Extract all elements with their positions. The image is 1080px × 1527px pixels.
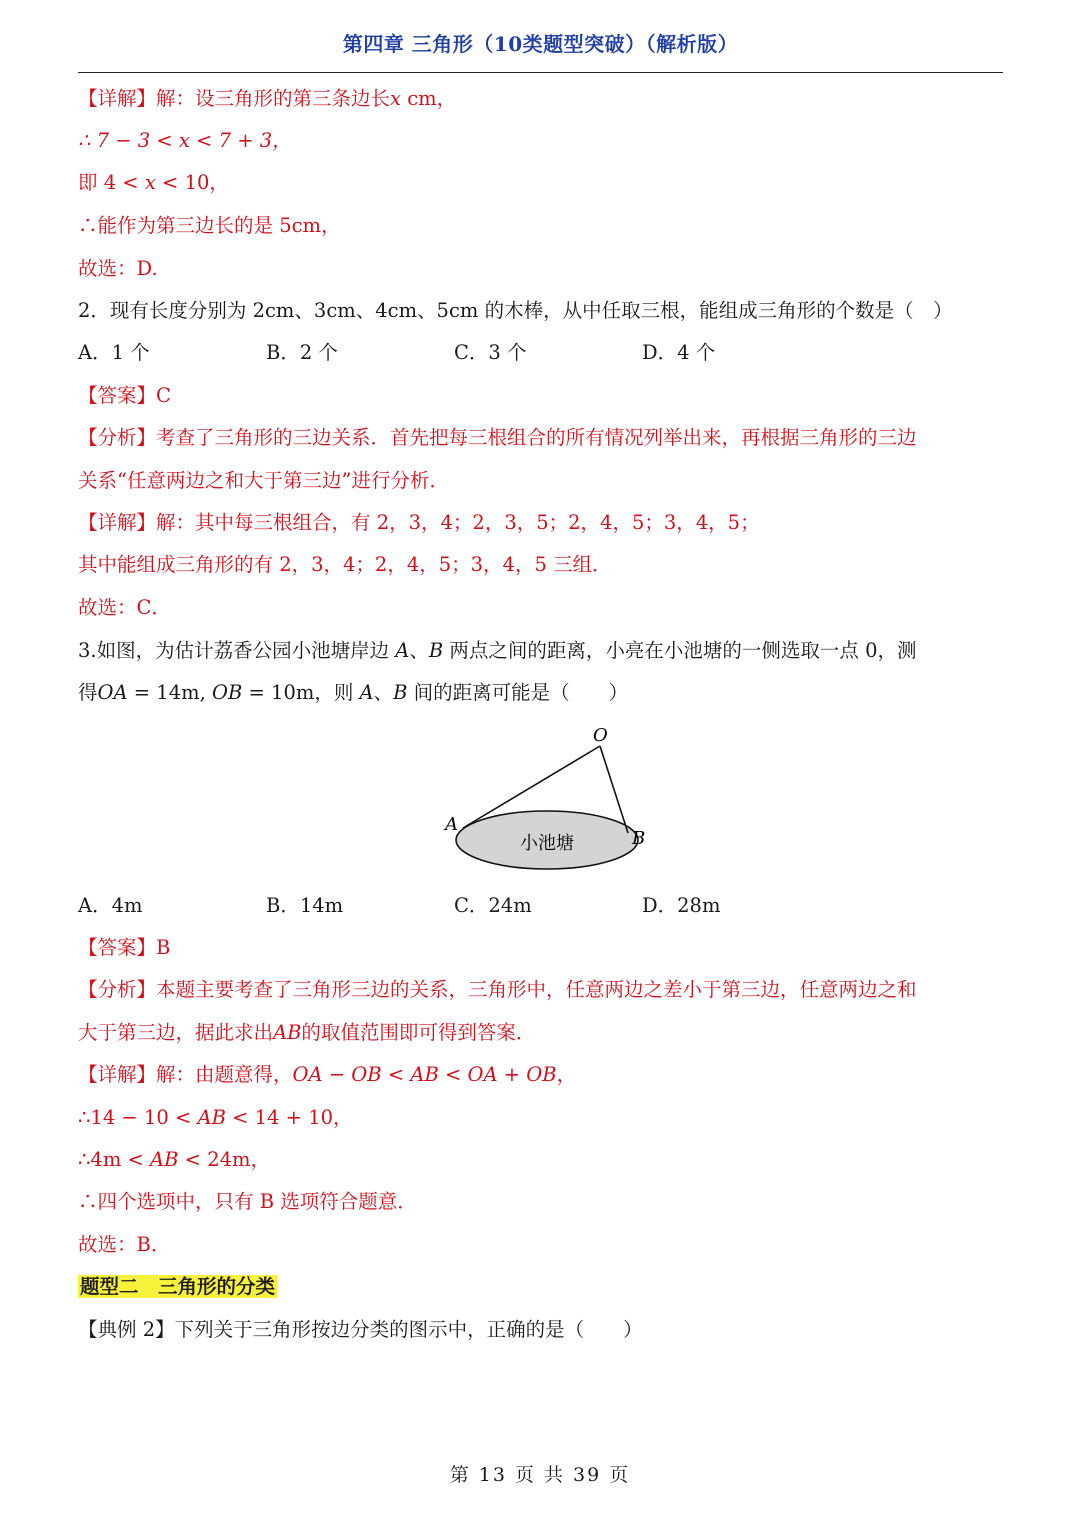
q3-option-d: D．28m	[642, 894, 721, 917]
section-heading	[78, 1274, 1008, 1300]
q3-detail: ∴四个选项中，只有 B 选项符合题意．	[78, 1190, 417, 1213]
q3-choice: 故选：B．	[78, 1233, 171, 1256]
q2-analysis: 关系“任意两边之和大于第三边”进行分析．	[78, 469, 449, 492]
choice-line: 故选：D.	[78, 257, 158, 280]
q2-option-b: B．2 个	[266, 341, 338, 364]
q2-choice: 故选：C．	[78, 596, 171, 619]
q2-detail: 其中能组成三角形的有 2，3，4；2，4，5；3，4，5 三组．	[78, 553, 612, 576]
pond-figure	[430, 718, 660, 878]
q3-option-c: C．24m	[454, 894, 532, 917]
pond-label: 小池塘	[520, 833, 574, 854]
header-rule	[78, 72, 1003, 73]
q3-detail: ∴14 − 10 < 𝐴𝐵 < 14 + 10，	[78, 1106, 353, 1129]
label-a: A	[445, 814, 458, 835]
q2-detail: 【详解】解：其中每三根组合，有 2，3，4；2，3，5；2，4，5；3，4，5；	[78, 511, 760, 534]
q3-answer: 【答案】B	[78, 936, 171, 959]
math-line: 即 4 < 𝑥 < 10，	[78, 171, 229, 194]
q2-option-c: C．3 个	[454, 341, 527, 364]
q3-detail: 【详解】解：由题意得，𝑂𝐴 − 𝑂𝐵 < 𝐴𝐵 < 𝑂𝐴 + 𝑂𝐵，	[78, 1063, 577, 1086]
detail-line: 【详解】解：设三角形的第三条边长𝑥 cm，	[78, 87, 457, 110]
section-title: 题型二 三角形的分类	[80, 1275, 276, 1298]
q2-option-a: A．1 个	[78, 341, 150, 364]
q3-option-b: B．14m	[266, 894, 344, 917]
label-b: B	[632, 828, 646, 849]
example-2: 【典例 2】下列关于三角形按边分类的图示中，正确的是（ ）	[78, 1318, 643, 1341]
q3-detail: ∴4m < 𝐴𝐵 < 24m，	[78, 1148, 270, 1171]
label-o: O	[593, 725, 608, 746]
question-3: 3.如图，为估计荔香公园小池塘岸边 𝐴、𝐵 两点之间的距离，小亮在小池塘的一侧选取一点 0，测	[78, 639, 917, 662]
question-2: 2．现有长度分别为 2cm、3cm、4cm、5cm 的木棒，从中任取三根，能组成三角形的个数是（ ）	[78, 299, 953, 322]
conclusion-line: ∴能作为第三边长的是 5cm，	[78, 214, 341, 237]
document-header: 第四章 三角形（10类题型突破）（解析版）	[342, 32, 739, 56]
page-footer: 第 13 页 共 39 页	[449, 1464, 631, 1486]
q3-option-a: A．4m	[78, 894, 143, 917]
question-3: 得𝑂𝐴 = 14m, 𝑂𝐵 = 10m，则 𝐴、𝐵 间的距离可能是（ ）	[78, 681, 629, 704]
q3-analysis: 大于第三边，据此求出𝐴𝐵的取值范围即可得到答案．	[78, 1021, 536, 1044]
q2-answer: 【答案】C	[78, 384, 171, 407]
q2-analysis: 【分析】考查了三角形的三边关系．首先把每三根组合的所有情况列举出来，再根据三角形的三边	[78, 426, 917, 449]
q3-analysis: 【分析】本题主要考查了三角形三边的关系，三角形中，任意两边之差小于第三边，任意两边之和	[78, 978, 917, 1001]
math-line: ∴ 7 − 3 < 𝑥 < 7 + 3，	[78, 129, 292, 152]
q2-option-d: D．4 个	[642, 341, 716, 364]
